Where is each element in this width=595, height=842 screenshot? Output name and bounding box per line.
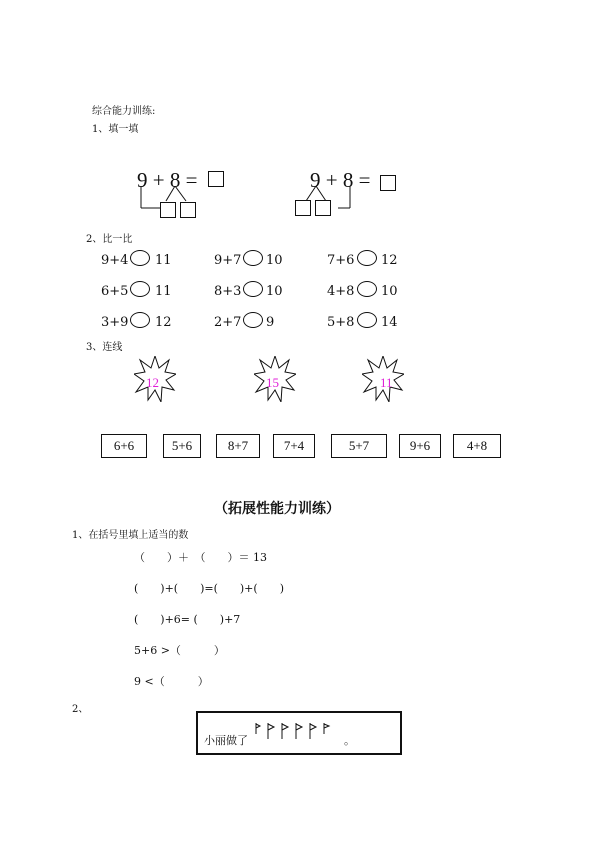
compare-right: 10 bbox=[266, 284, 283, 299]
flag-sequence-icon bbox=[254, 722, 344, 740]
compare-right: 11 bbox=[155, 253, 172, 268]
question-3-label: 3、连线 bbox=[86, 342, 123, 353]
equation-right: 9 + 8 = bbox=[310, 168, 371, 192]
compare-right: 11 bbox=[155, 284, 172, 299]
compare-left: 7+6 bbox=[327, 253, 355, 268]
question-1-label: 1、填一填 bbox=[92, 124, 139, 135]
expression-card[interactable]: 6+6 bbox=[101, 434, 147, 458]
fill-line[interactable]: 5+6 >（ ） bbox=[134, 644, 225, 657]
question-2-label: 2、比一比 bbox=[86, 234, 133, 245]
section-2-title: （拓展性能力训练） bbox=[214, 501, 340, 517]
expression-card[interactable]: 7+4 bbox=[273, 434, 315, 458]
answer-box[interactable] bbox=[208, 171, 224, 187]
compare-left: 3+9 bbox=[101, 315, 129, 330]
compare-right: 12 bbox=[155, 315, 172, 330]
compare-oval[interactable] bbox=[243, 281, 263, 297]
split-box[interactable] bbox=[315, 200, 331, 216]
equation-left: 9 + 8 = bbox=[137, 168, 198, 192]
flag-question-box bbox=[196, 711, 402, 755]
fill-line[interactable]: ( )+6= ( )+7 bbox=[134, 613, 241, 626]
compare-oval[interactable] bbox=[357, 312, 377, 328]
compare-right: 10 bbox=[266, 253, 283, 268]
expression-card[interactable]: 9+6 bbox=[399, 434, 441, 458]
fill-line[interactable]: 9 <（ ） bbox=[134, 675, 209, 688]
compare-left: 6+5 bbox=[101, 284, 129, 299]
fill-line[interactable]: （ ）＋ （ ）＝ 13 bbox=[134, 551, 267, 564]
compare-oval[interactable] bbox=[130, 250, 150, 266]
expression-card[interactable]: 4+8 bbox=[453, 434, 501, 458]
star-number[interactable]: 11 bbox=[380, 375, 393, 390]
compare-right: 9 bbox=[266, 315, 275, 330]
section-2-question-2-label: 2、 bbox=[72, 704, 89, 715]
split-box[interactable] bbox=[180, 202, 196, 218]
compare-oval[interactable] bbox=[357, 281, 377, 297]
expression-card[interactable]: 5+6 bbox=[163, 434, 201, 458]
split-box[interactable] bbox=[160, 202, 176, 218]
compare-oval[interactable] bbox=[243, 312, 263, 328]
section-2-question-1-label: 1、在括号里填上适当的数 bbox=[72, 530, 189, 541]
compare-left: 5+8 bbox=[327, 315, 355, 330]
compare-oval[interactable] bbox=[357, 250, 377, 266]
compare-left: 8+3 bbox=[214, 284, 242, 299]
star-number[interactable]: 12 bbox=[146, 375, 159, 390]
compare-left: 2+7 bbox=[214, 315, 242, 330]
expression-card[interactable]: 8+7 bbox=[216, 434, 260, 458]
flag-text: 小丽做了 bbox=[204, 734, 248, 747]
compare-right: 14 bbox=[381, 315, 398, 330]
compare-left: 9+7 bbox=[214, 253, 242, 268]
flag-end: 。 bbox=[344, 734, 355, 747]
compare-left: 4+8 bbox=[327, 284, 355, 299]
compare-oval[interactable] bbox=[130, 281, 150, 297]
expression-card[interactable]: 5+7 bbox=[331, 434, 387, 458]
section-title: 综合能力训练: bbox=[92, 106, 156, 117]
fill-line[interactable]: ( )+( )=( )+( ) bbox=[134, 582, 284, 595]
answer-box[interactable] bbox=[380, 175, 396, 191]
compare-right: 10 bbox=[381, 284, 398, 299]
split-box[interactable] bbox=[295, 200, 311, 216]
compare-left: 9+4 bbox=[101, 253, 129, 268]
star-number[interactable]: 15 bbox=[266, 375, 279, 390]
compare-right: 12 bbox=[381, 253, 398, 268]
compare-oval[interactable] bbox=[130, 312, 150, 328]
compare-oval[interactable] bbox=[243, 250, 263, 266]
